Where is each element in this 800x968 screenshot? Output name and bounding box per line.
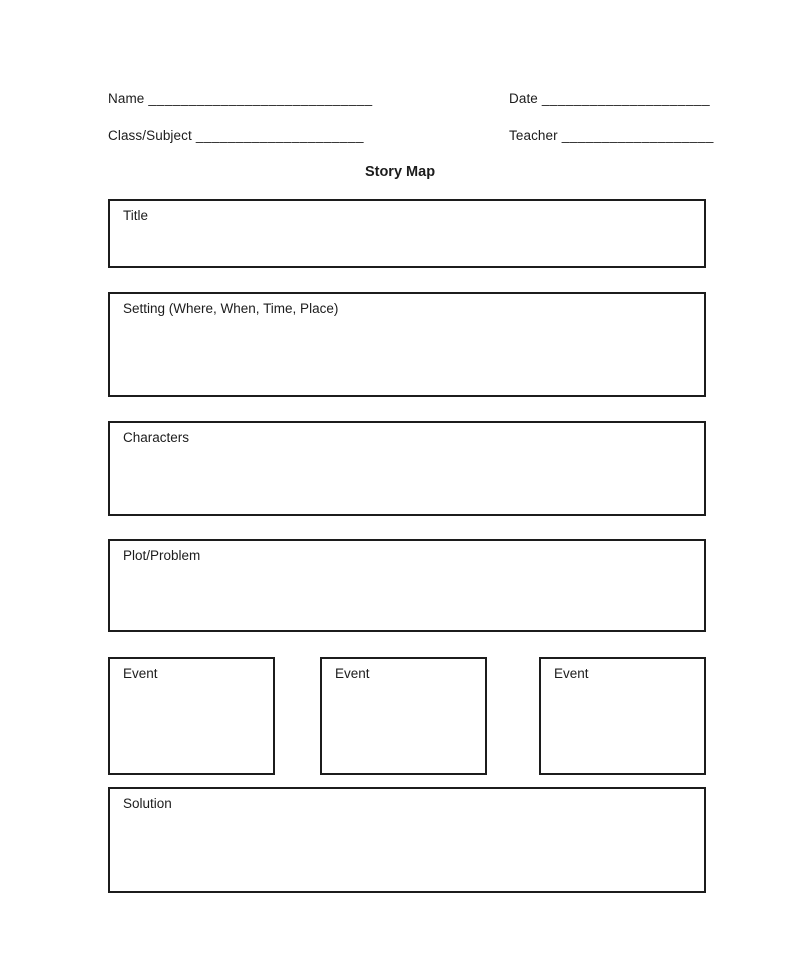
title-box-label: Title [123,208,149,223]
date-label: Date [509,91,538,106]
setting-box [108,292,706,397]
name-fill-line: ____________________________ [148,91,373,106]
event-box-3-label: Event [554,666,589,681]
plot-problem-box [108,539,706,632]
teacher-label: Teacher [509,128,558,143]
class-subject-label: Class/Subject [108,128,192,143]
event-box-1-label: Event [123,666,158,681]
characters-box-label: Characters [123,430,190,445]
characters-box [108,421,706,516]
document-title: Story Map [364,164,436,180]
setting-box-label: Setting (Where, When, Time, Place) [123,301,339,316]
date-fill-line: _____________________ [541,91,711,106]
event-box-2 [320,657,487,775]
date-field [509,91,710,106]
title-box [108,199,706,268]
plot-problem-box-label: Plot/Problem [123,548,201,563]
name-field [108,91,373,106]
class-subject-fill-line: _____________________ [195,128,365,143]
event-box-2-label: Event [335,666,370,681]
class-subject-field [108,128,364,143]
name-label: Name [108,91,145,106]
teacher-fill-line: ___________________ [561,128,714,143]
event-box-3 [539,657,706,775]
teacher-field [509,128,714,143]
solution-box-label: Solution [123,796,172,811]
solution-box [108,787,706,893]
event-box-1 [108,657,275,775]
